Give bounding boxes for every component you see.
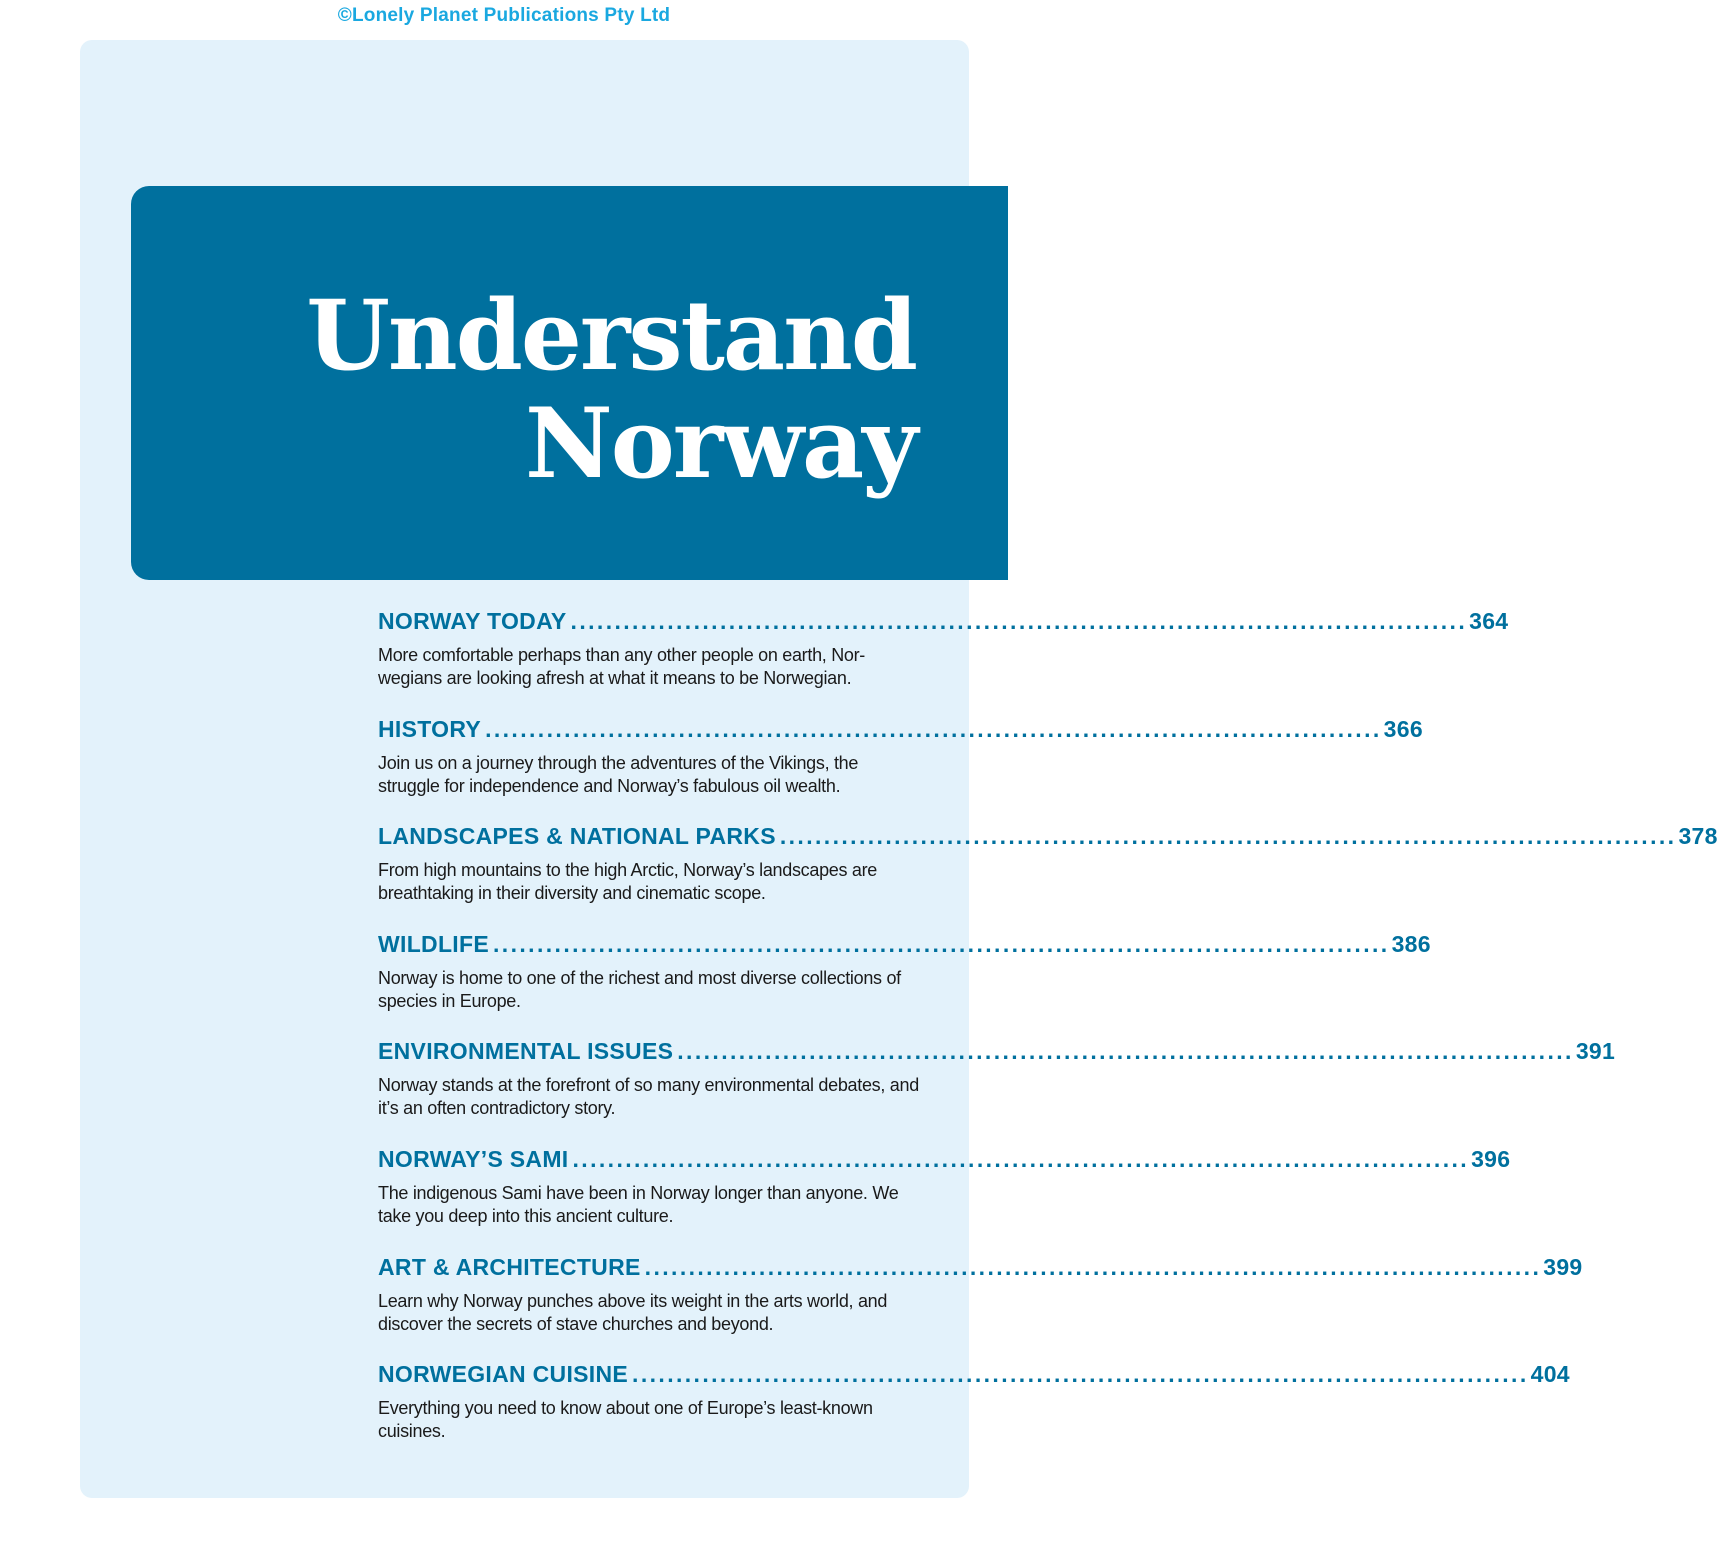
- toc-page-number[interactable]: 404: [1530, 1361, 1570, 1388]
- section-title: [216, 279, 916, 500]
- toc-entry-title[interactable]: NORWAY’S SAMI: [378, 1145, 569, 1172]
- toc-entry-landscapes-national-parks[interactable]: [378, 823, 1718, 931]
- toc-entry-title[interactable]: NORWAY TODAY: [378, 608, 567, 634]
- toc-entry-heading[interactable]: [378, 1038, 1616, 1070]
- toc-entry-norway-today[interactable]: [378, 608, 1509, 716]
- toc-entry-norways-sami[interactable]: [378, 1145, 1511, 1254]
- toc-entry-heading[interactable]: [378, 1253, 1583, 1286]
- toc-entry-art-architecture[interactable]: [378, 1253, 1583, 1362]
- toc-entry-heading[interactable]: [378, 608, 1509, 640]
- toc-entry-wildlife[interactable]: [378, 930, 1431, 1039]
- toc-entry-heading[interactable]: [378, 930, 1431, 963]
- toc-entry-description: Join us on a journey through the adventures of the Vikings, the struggle for independence and Norway’s fabulous oil wealth.: [378, 752, 859, 796]
- dot-leader: ......................................................................................................: [632, 1361, 1529, 1388]
- toc-entry-history[interactable]: [378, 715, 1423, 824]
- table-of-contents: [378, 608, 1718, 1469]
- dot-leader: ......................................................................................................: [644, 1253, 1542, 1280]
- toc-page-number[interactable]: 366: [1383, 715, 1423, 742]
- dot-leader: ......................................................................................................: [493, 930, 1390, 957]
- dot-leader: ......................................................................................................: [485, 715, 1382, 742]
- dot-leader: ......................................................................................................: [677, 1038, 1574, 1065]
- toc-entry-description: Norway stands at the forefront of so many environmental debates, and it’s an often contradictory story.: [378, 1075, 919, 1119]
- toc-entry-title[interactable]: ART & ARCHITECTURE: [378, 1253, 641, 1280]
- toc-entry-heading[interactable]: [378, 823, 1718, 855]
- toc-entry-description: From high mountains to the high Arctic, Norway’s landscapes are breathtaking in their diversity and cinematic scope.: [378, 860, 878, 904]
- copyright-notice: ©Lonely Planet Publications Pty Ltd: [337, 5, 671, 26]
- toc-entry-description: The indigenous Sami have been in Norway longer than anyone. We take you deep into this ancient culture.: [378, 1182, 899, 1226]
- toc-entry-environmental-issues[interactable]: [378, 1038, 1616, 1146]
- section-title-line-2: Norway: [525, 387, 916, 500]
- dot-leader: ......................................................................................................: [572, 1145, 1470, 1172]
- toc-entry-description: More comfortable perhaps than any other people on earth, Nor-wegians are looking afresh at what it means to be Norwegian.: [378, 645, 865, 688]
- toc-page-number[interactable]: 378: [1678, 823, 1718, 850]
- toc-entry-title[interactable]: HISTORY: [378, 715, 482, 742]
- toc-entry-heading[interactable]: [378, 1145, 1511, 1178]
- toc-entry-heading[interactable]: [378, 1361, 1570, 1393]
- toc-entry-description: Everything you need to know about one of Europe’s least-known cuisines.: [378, 1398, 873, 1442]
- toc-entry-title[interactable]: LANDSCAPES & NATIONAL PARKS: [378, 823, 776, 850]
- toc-page-number[interactable]: 386: [1391, 930, 1431, 957]
- dot-leader: ......................................................................................................: [779, 823, 1677, 850]
- toc-entry-description: Learn why Norway punches above its weight in the arts world, and discover the secrets of stave churches and beyond.: [378, 1290, 888, 1334]
- section-title-line-1: Understand: [306, 279, 916, 392]
- toc-entry-title[interactable]: ENVIRONMENTAL ISSUES: [378, 1038, 674, 1065]
- toc-entry-title[interactable]: WILDLIFE: [378, 930, 489, 957]
- toc-page-number[interactable]: 399: [1543, 1253, 1583, 1280]
- toc-page-number[interactable]: 396: [1471, 1145, 1511, 1172]
- toc-page-number[interactable]: 391: [1575, 1038, 1616, 1065]
- dot-leader: ......................................................................................................: [570, 608, 1468, 634]
- toc-entry-norwegian-cuisine[interactable]: [378, 1361, 1570, 1469]
- toc-entry-heading[interactable]: [378, 715, 1423, 748]
- toc-entry-description: Norway is home to one of the richest and most diverse collections of species in Europe.: [378, 967, 901, 1011]
- toc-entry-title[interactable]: NORWEGIAN CUISINE: [378, 1361, 629, 1388]
- toc-page-number[interactable]: 364: [1469, 608, 1509, 634]
